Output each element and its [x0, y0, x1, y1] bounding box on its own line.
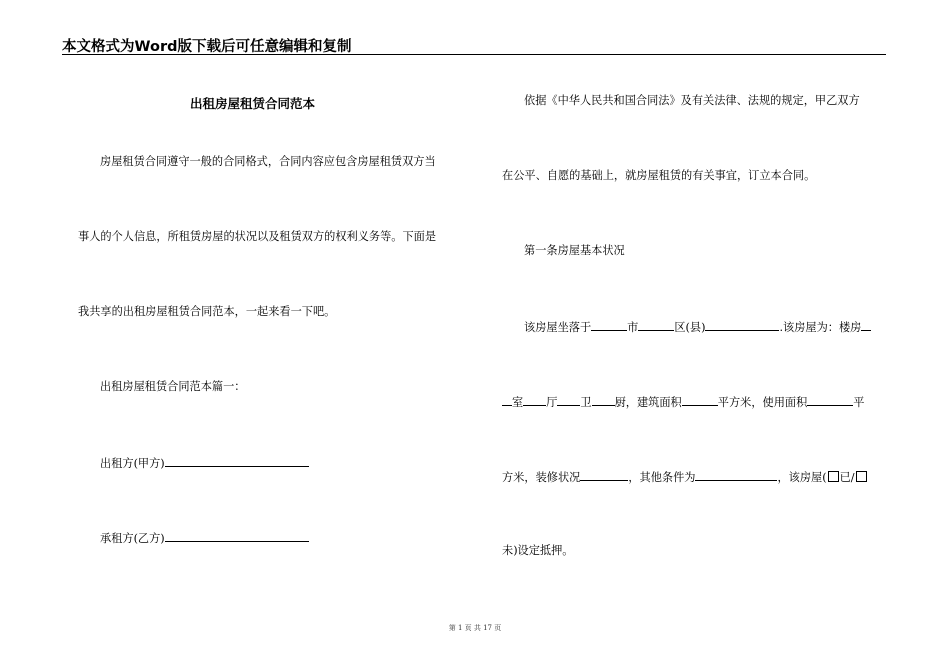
condition-line [502, 468, 868, 486]
unit-label: 平 [853, 396, 865, 409]
halls-blank[interactable] [523, 393, 546, 406]
lessee-label: 承租方(乙方) [100, 532, 165, 545]
lessee-line [100, 529, 309, 547]
contract-line-1: 依据《中华人民共和国合同法》及有关法律、法规的规定，甲乙双方 [524, 94, 860, 107]
lessor-label: 出租方(甲方) [100, 457, 165, 470]
checkbox-mortgaged[interactable] [828, 471, 839, 482]
page-header [62, 34, 886, 55]
address-blank[interactable] [705, 318, 779, 331]
other-conditions-label: ，其他条件为 [628, 471, 696, 484]
location-label: 该房屋坐落于 [524, 321, 592, 334]
lessee-blank[interactable] [165, 529, 309, 542]
intro-line-1: 房屋租赁合同遵守一般的合同格式，合同内容应包含房屋租赁双方当 [100, 155, 436, 168]
kitchens-blank[interactable] [592, 393, 615, 406]
baths-blank[interactable] [557, 393, 580, 406]
baths-label: 卫 [580, 396, 592, 409]
layout-line [502, 393, 864, 411]
intro-line-3: 我共享的出租房屋租赁合同范本，一起来看一下吧。 [78, 305, 336, 318]
location-line [524, 318, 871, 336]
usable-area-blank[interactable] [807, 393, 853, 406]
page-number: 第 1 页 共 17 页 [448, 624, 502, 632]
rooms-blank[interactable] [502, 393, 512, 406]
halls-label: 厅 [546, 396, 558, 409]
decoration-label: 方米，装修状况 [502, 471, 581, 484]
building-type-label: .该房屋为：楼房 [779, 321, 862, 334]
building-area-blank[interactable] [682, 393, 718, 406]
mortgage-line-end: 未)设定抵押。 [502, 544, 574, 557]
checkbox-not-mortgaged[interactable] [856, 471, 867, 482]
lessor-line [100, 454, 309, 472]
mortgaged-label: 已/ [839, 471, 855, 484]
contract-line-2: 在公平、自愿的基础上，就房屋租赁的有关事宜，订立本合同。 [502, 169, 816, 182]
section-heading: 出租房屋租赁合同范本篇一： [100, 380, 246, 393]
lessor-blank[interactable] [165, 454, 309, 467]
mortgage-label: ，该房屋( [777, 471, 827, 484]
building-area-label: 厨，建筑面积 [614, 396, 682, 409]
district-blank[interactable] [638, 318, 674, 331]
city-blank[interactable] [591, 318, 627, 331]
other-conditions-blank[interactable] [695, 468, 777, 481]
district-label: 区(县) [674, 321, 706, 334]
rooms-label: 室 [512, 396, 524, 409]
intro-line-2: 事人的个人信息，所租赁房屋的状况以及租赁双方的权利义务等。下面是 [78, 230, 437, 243]
usable-area-label: 平方米，使用面积 [717, 396, 808, 409]
building-blank[interactable] [861, 318, 871, 331]
article-1-heading: 第一条房屋基本状况 [524, 244, 625, 257]
header-text: 本文格式为Word版下载后可任意编辑和复制 [62, 39, 352, 55]
document-title: 出租房屋租赁合同范本 [190, 96, 316, 111]
city-label: 市 [627, 321, 639, 334]
decoration-blank[interactable] [580, 468, 628, 481]
